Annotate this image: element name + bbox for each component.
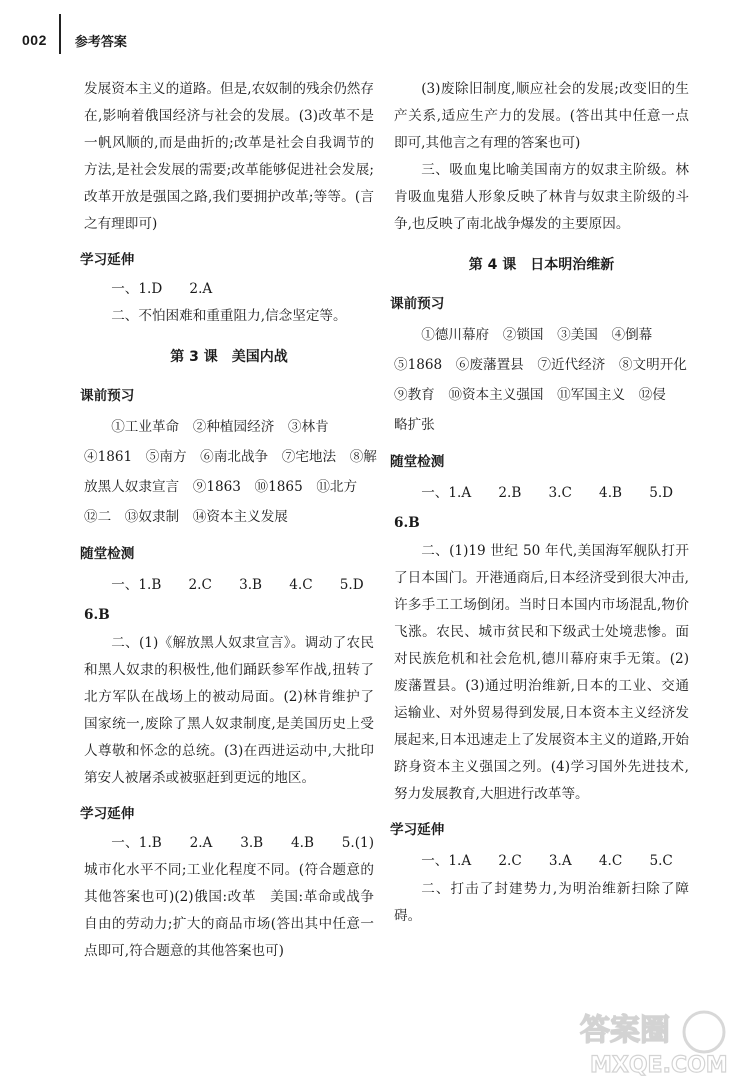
preview-row-2: ④1861 ⑤南方 ⑥南北战争 ⑦宅地法 ⑧解 <box>84 449 377 465</box>
lesson-3-title: 第 3 课 美国内战 <box>170 349 288 365</box>
extend-2-paragraph: 一、1.B 2.A 3.B 4.B 5.(1)城市化水平不同;工业化程度不同。(符合题意的其他答案也可)(2)俄国:改革 美国:革命或战争 自由的劳动力;扩大的商品市场(答出其中任意一点即可,符合题意的其他答案也可) <box>84 835 388 959</box>
check-r-row-1: 一、1.A 2.B 3.C 4.B 5.D <box>421 485 674 501</box>
preview-row-4: ⑫二 ⑬奴隶制 ⑭资本主义发展 <box>84 509 288 525</box>
preview-r-row-4: 略扩张 <box>394 417 435 433</box>
preview-r-row-2: ⑤1868 ⑥废藩置县 ⑦近代经济 ⑧文明开化 <box>394 357 687 373</box>
check-r-row-2: 6.B <box>394 515 420 531</box>
section-heading-check-r: 随堂检测 <box>390 454 445 470</box>
check-r-paragraph: 二、(1)19 世纪 50 年代,美国海军舰队打开了日本国门。开港通商后,日本经济受到很大冲击,许多手工工场倒闭。当时日本国内市场混乱,物价飞涨。农民、城市贫民和下级武士处境悲惨。面对民族危机和社会危机,德川幕府束手无策。(2)废藩置县。(3)通过明治维新,日本的工业、交通运输业、对外贸易得到发展,日本资本主义经济发展起来,日本迅速走上了发展资本主义的道路,开始跻身资本主义强国之列。(4)学习国外先进技术,努力发展教育,大胆进行改革等。 <box>394 543 689 802</box>
section-heading-check: 随堂检测 <box>80 546 135 562</box>
section-heading-extend-r: 学习延伸 <box>390 822 445 838</box>
check-row-1: 一、1.B 2.C 3.B 4.C 5.D <box>111 577 364 593</box>
watermark-logo <box>576 1004 736 1078</box>
check-row-2: 6.B <box>84 607 110 623</box>
preview-row-1: ①工业革命 ②种植园经济 ③林肯 <box>111 419 329 435</box>
preview-r-row-3: ⑨教育 ⑩资本主义强国 ⑪军国主义 ⑫侵 <box>394 387 666 403</box>
preview-row-3: 放黑人奴隶宣言 ⑨1863 ⑩1865 ⑪北方 <box>84 479 358 495</box>
section-heading-extend-2: 学习延伸 <box>80 806 135 822</box>
section-heading-preview-r: 课前预习 <box>390 296 445 312</box>
header-title: 参考答案 <box>74 34 127 50</box>
page-header <box>22 28 127 52</box>
preview-r-row-1: ①德川幕府 ②锁国 ③美国 ④倒幕 <box>421 327 653 343</box>
lesson-4-title: 第 4 课 日本明治维新 <box>468 257 615 273</box>
right-column <box>390 76 689 930</box>
page-number: 002 <box>22 32 47 48</box>
watermark-text-2: MXQE.COM <box>590 1053 728 1078</box>
check-paragraph: 二、(1)《解放黑人奴隶宣言》。调动了农民和黑人奴隶的积极性,他们踊跃参军作战,扭转了北方军队在战场上的被动局面。(2)林肯维护了国家统一,废除了黑人奴隶制度,是美国历史上受人尊敬和怀念的总统。(3)在西进运动中,大批印第安人被屠杀或被驱赶到更远的地区。 <box>84 635 374 786</box>
right-paragraph-2: 三、吸血鬼比喻美国南方的奴隶主阶级。林肯吸血鬼猎人形象反映了林肯与奴隶主阶级的斗争,也反映了南北战争爆发的主要原因。 <box>394 162 689 232</box>
extend-r-row-1: 一、1.A 2.C 3.A 4.C 5.C <box>421 853 673 869</box>
watermark-text-1: 答案圈 <box>580 1013 670 1048</box>
extend-answer-two: 二、不怕困难和重重阻力,信念坚定等。 <box>111 308 347 324</box>
extend-answers: 一、1.D 2.A <box>111 281 213 297</box>
left-column <box>80 76 388 965</box>
extend-r-answer-two: 二、打击了封建势力,为明治维新扫除了障碍。 <box>394 881 689 924</box>
header-divider <box>59 14 61 54</box>
section-heading-extend: 学习延伸 <box>80 252 135 268</box>
right-paragraph-1: (3)废除旧制度,顺应社会的发展;改变旧的生产关系,适应生产力的发展。(答出其中任意一点即可,其他言之有理的答案也可) <box>394 81 689 151</box>
left-paragraph-1: 发展资本主义的道路。但是,农奴制的残余仍然存在,影响着俄国经济与社会的发展。(3)改革不是一帆风顺的,而是曲折的;改革是社会自我调节的方法,是社会发展的需要;改革能够促进社会发展;改革开放是强国之路,我们要拥护改革;等等。(言之有理即可) <box>84 81 374 232</box>
section-heading-preview: 课前预习 <box>80 388 135 404</box>
